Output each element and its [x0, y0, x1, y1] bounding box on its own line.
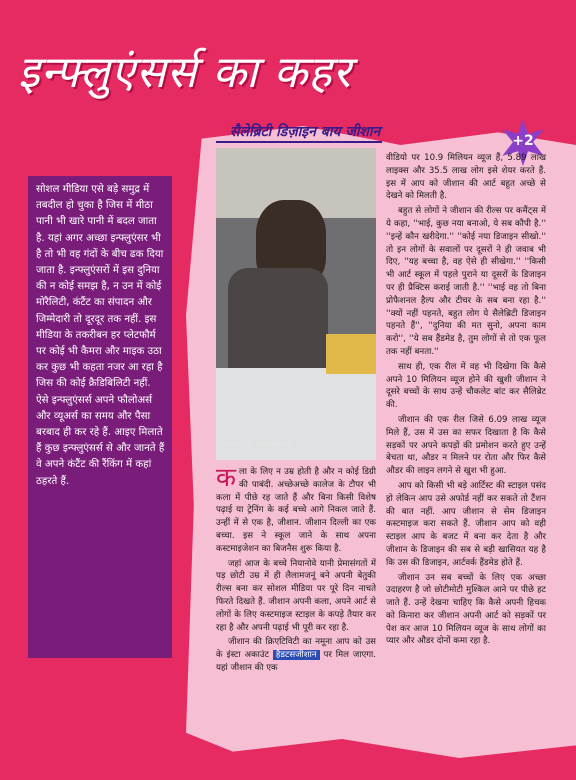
paragraph: ला के लिए न उम्र होती है और न कोई डिग्री की पाबंदी. अच्छेअच्छे कालेज के टौपर भी कला में पीछे रह जाते हैं और बिना किसी विशेष पढ़ाई या ट्रेनिंग के कई बच्चे आगे निकल जाते हैं. उन्हीं में से एक है, जीशान. जीशान दिल्ली का एक बच्चा. इस ने स्कूल जाने के साथ अपना कस्टमाइजेशन का बिजनैस शुरू किया है.: [216, 467, 376, 554]
article-column-2: [386, 152, 546, 650]
intro-text: सोशल मीडिया एसे बड़े समुद्र में तबदील हो चुका है जिस में मीठा पानी भी खारे पानी में बदल जाता है. यहां अगर अच्छा इन्फ्लुएंसर भी है तो भी वह गंदों के बीच ढक दिया जाता है. इन्फ्लुएंसरों में इस दुनिया की न कोई समझ है, न उन में कोई मोरैलिटी, कंटैंट का संपादन और जिम्मेदारी तो दूरदूर तक नहीं. इस मीडिया के तकरीबन हर प्लेटफौर्म पर कोई भी कैमरा और माइक उठा कर कुछ भी कहता नजर आ रहा है जिस की कोई क्रैडिबिलिटी नहीं. ऐसे इन्फ्लुएंसर्स अपने फौलोअर्स और व्यूअर्स का समय और पैसा बरबाद ही कर रहे हैं. आइए मिलाते हैं कुछ इन्फ्लुएंसर्स से और जानते हैं वे अपने कंटैंट की रैंकिंग में कहां ठहरते हैं.: [36, 184, 165, 487]
drop-cap: क: [216, 463, 236, 493]
paragraph: पर मिल जाएगा. यहां जीशान की एक: [216, 650, 376, 673]
page-title: इन्फ्लुएंसर्स का कहर: [18, 47, 352, 98]
paragraph: जीशान की एक रील जिसे 6.09 लाख व्यूज मिले हैं, उस में उस का सफर दिखाता है कि कैसे सड़कों पर अपने कपड़ों की प्रमोशन करते हुए उन्हें बेचता था, औडर न मिलने पर रोता और फिर कैसे औडर की लाइन लगने से खुश भी हुआ.: [386, 414, 546, 477]
badge-label: +2: [512, 133, 534, 149]
article-column-1: [216, 463, 376, 677]
paragraph: आप को किसी भी बड़े आर्टिस्ट की स्टाइल पसंद हो लेकिन आप उसे अफोर्ड नहीं कर सकते तो टैंशन की बात नहीं. आप जीशान से सेम डिजाइन कस्टमाइज करा सकते हैं. जीशान आप को वही स्टाइल आप के बजट में बना कर देता है और जीशान के डिजाइन की सब से बड़ी खासियत यह है कि उस की डिजाइन, आर्टवर्क हैंडमेड होते हैं.: [386, 480, 546, 568]
paragraph: बहुत से लोगों ने जीशान की रील्स पर कमैंट्स में ये कहा, ''भाई, कुछ नया बनाओ, ये सब कौपी है.'' ''इन्हें कौन खरीदेगा.'' ''कोई नया डिजाइन सीखो.'' तो इन लोगों के सवालों पर दूसरों ने ही जवाब भी दिए, ''यह बच्चा है, वह ऐसे ही सीखेगा.'' ''किसी भी आर्ट स्कूल में पहले पुराने या दूसरों के डिजाइन पर ही प्रैक्टिस कराई जाती है.'' ''भाई वह तो बिना प्रोफैशनल हैल्प और टीचर के सब बना रहा है.'' ''क्यों नहीं पहनते, बहुत लोग ये सैलेब्रिटी डिजाइन पहनते हैं'', ''दुनिया की मत सुनो, अपना काम करो'', ''ये सब हैंडमेड है, तुम लोगों से तो एक फूल तक नहीं बनता.'': [386, 206, 546, 357]
photo-caption: Jishan @ Bangalore: [224, 440, 292, 448]
paragraph: जीशान की क्रिएटिविटी का नमूना आप को उस के इंस्टा अकाउंट: [216, 637, 376, 661]
paragraph: जीशान उन सब बच्चों के लिए एक अच्छा उदाहरण है जो छोटीमोटी मुश्किल आने पर पीछे हट जाते हैं. उन्हें देखना चाहिए कि कैसे अपनी हिचक को किनारा कर जीशान अपनी आर्ट को सड़कों पर पेश कर आज 10 मिलियन व्यूज के साथ लोगों का प्यार और औडर दोनों कमा रहा है.: [386, 572, 546, 647]
paragraph: साथ ही, एक रील में वह भी दिखेगा कि कैसे अपने 10 मिलियन व्यूज होने की खुशी जीशान ने दूसरे बच्चों के साथ उन्हें चौकलेट बांट कर सैलिब्रेट की.: [386, 361, 546, 411]
photo-poster: [326, 334, 376, 374]
instagram-handle: हैडटसजीशान: [273, 650, 320, 660]
paragraph: वीडियो पर 10.9 मिलियन व्यूज हैं, 5.89 लाख लाइक्स और 35.5 लाख लोग इसे शेयर करते हैं. इस में आप को जीशान की आर्ट बहुत अच्छे से देखने को मिलती है.: [386, 153, 546, 202]
paragraph: जहां आज के बच्चे नियानोवे यानी प्रेमासंगतों में पड़ छोटी उम्र में ही लैलामजनूं बने अपनी बेतुकी रील्स बना कर सोशल मीडिया पर पूरे दिन नाचते फिरते दिखते हैं. जीशान अपनी कला, अपने आर्ट से लोगों के लिए कस्टमाइज स्टाइल के कपड़े तैयार कर रहा है और अपनी पढ़ाई भी पूरी कर रहा है.: [216, 558, 376, 633]
byline-underline: [216, 141, 382, 143]
byline: सैलेब्रिटी डिज़ाइन बाय जीशान: [230, 124, 381, 140]
article-photo: [216, 148, 376, 460]
